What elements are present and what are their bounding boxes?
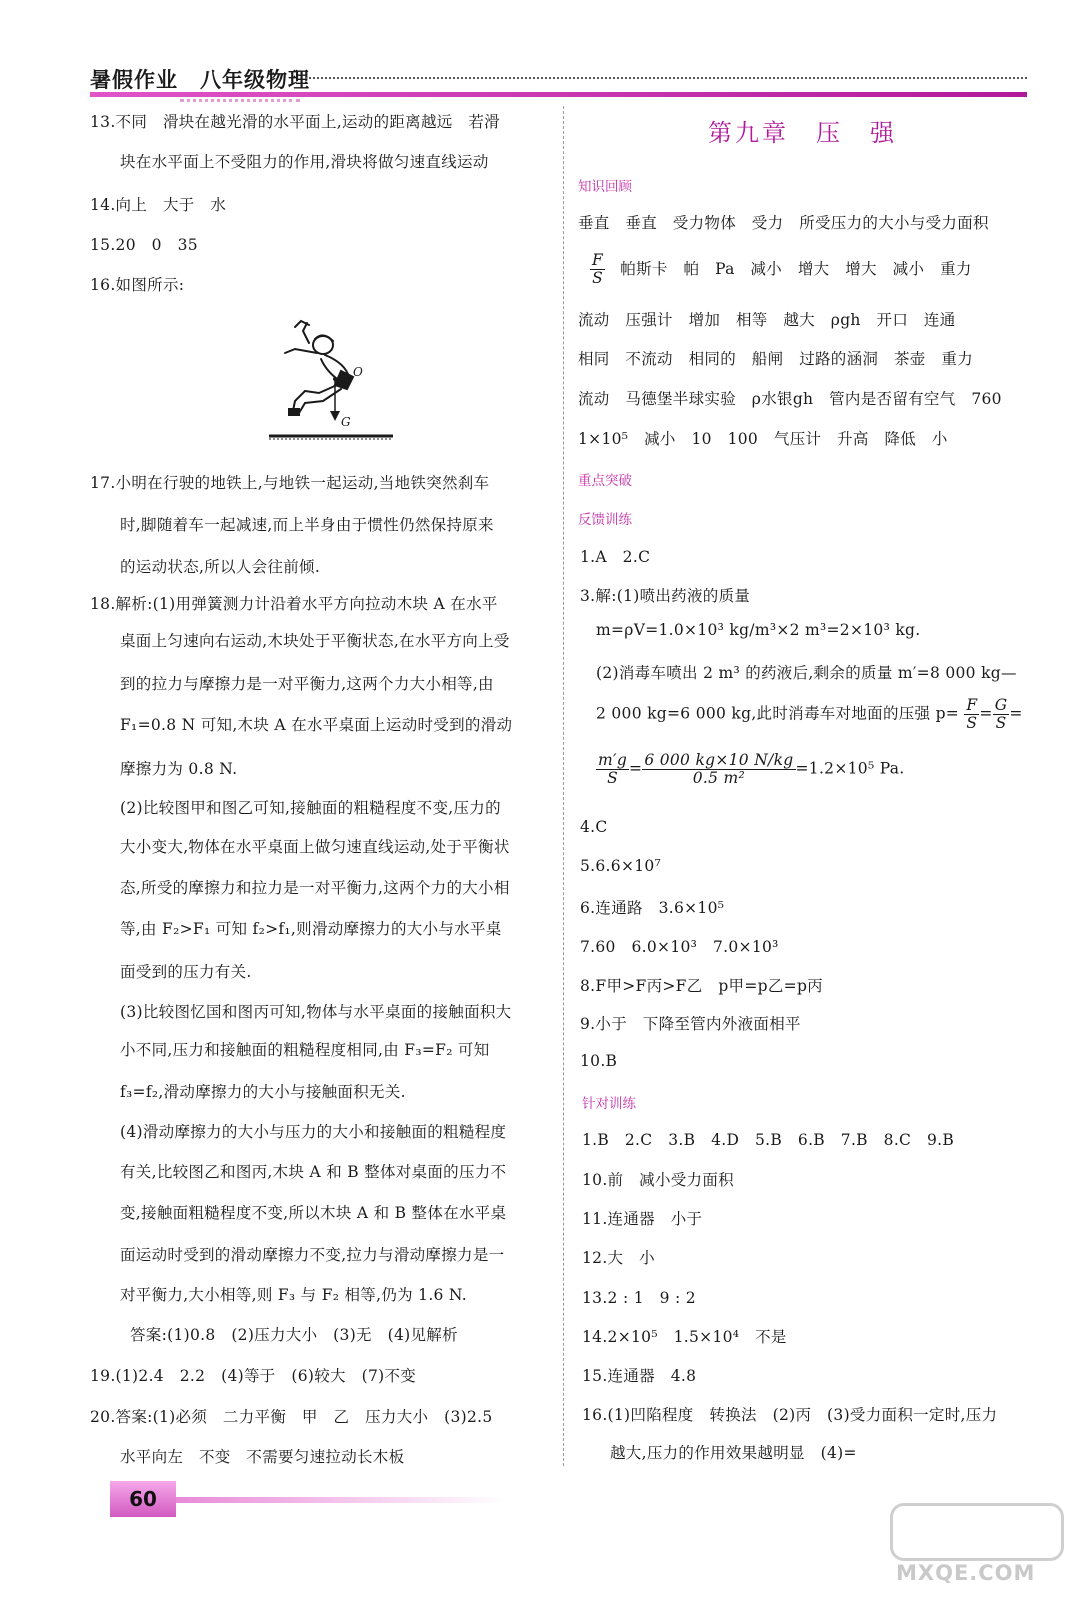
section-key-points: 重点突破 [578,473,632,489]
answer-18-line1: 18.解析:(1)用弹簧测力计沿着水平方向拉动木块 A 在水平 [90,595,498,613]
feedback-6: 6.连通路 3.6×10⁵ [580,899,725,917]
answer-18-line3: 到的拉力与摩擦力是一对平衡力,这两个力大小相等,由 [120,675,494,693]
watermark [890,1503,1070,1593]
answer-16: 16.如图所示: [90,276,185,294]
targeted-14: 14.2×10⁵ 1.5×10⁴ 不是 [582,1328,787,1346]
fraction-f-over-s-2: $\frac{F}{S}$ [966,696,978,733]
targeted-15: 15.连通器 4.8 [582,1367,697,1385]
feedback-1-2: 1.A 2.C [580,548,651,566]
figure-label-o: O [353,365,364,379]
fraction-calc: $\frac{6 000 kg\times 10 N/kg}{\text{0.5 m²}}$ [644,751,794,788]
targeted-1-9: 1.B 2.C 3.B 4.D 5.B 6.B 7.B 8.C 9.B [582,1131,955,1149]
fraction-f-over-s: $\frac{F}{S}$ [592,251,604,288]
header-band [90,92,1027,97]
answer-20-line1: 20.答案:(1)必须 二力平衡 甲 乙 压力大小 (3)2.5 [90,1408,493,1426]
chapter-title: 第九章 压 强 [708,119,897,147]
answer-18-line9: 等,由 F₂>F₁ 可知 f₂>f₁,则滑动摩擦力的大小与水平桌 [120,920,502,938]
answer-17-line1: 17.小明在行驶的地铁上,与地铁一起运动,当地铁突然刹车 [90,474,490,492]
answer-13-line2: 块在水平面上不受阻力的作用,滑块将做匀速直线运动 [120,153,489,171]
review-line2: $\frac{F}{S}$ 帕斯卡 帕 Pa 减小 增大 增大 减小 重力 [592,251,972,288]
column-divider [563,106,564,1466]
answer-15: 15.20 0 35 [90,236,198,254]
header-divider [305,77,1027,79]
targeted-13: 13.2 : 1 9 : 2 [582,1289,696,1307]
feedback-5: 5.6.6×10⁷ [580,857,662,875]
jumper-figure [265,315,395,441]
review-line1: 垂直 垂直 受力物体 受力 所受压力的大小与受力面积 [578,214,989,232]
answer-18-line16: 变,接触面粗糙程度不变,所以木块 A 和 B 整体在水平桌 [120,1204,507,1222]
answer-18-line18: 对平衡力,大小相等,则 F₃ 与 F₂ 相等,仍为 1.6 N. [120,1286,468,1304]
answer-19: 19.(1)2.4 2.2 (4)等于 (6)较大 (7)不变 [90,1367,417,1385]
fraction-g-over-s: $\frac{G}{S}$ [994,696,1008,733]
answer-18-line12: 小不同,压力和接触面的粗糙程度相同,由 F₃=F₂ 可知 [120,1041,490,1059]
review-line6: 1×10⁵ 减小 10 100 气压计 升高 降低 小 [578,430,948,448]
answer-13-line1: 13.不同 滑块在越光滑的水平面上,运动的距离越远 若滑 [90,113,500,131]
answer-18-line13: f₃=f₂,滑动摩擦力的大小与接触面积无关. [120,1083,406,1101]
feedback-7: 7.60 6.0×10³ 7.0×10³ [580,938,779,956]
answer-18-line17: 面运动时受到的滑动摩擦力不变,拉力与滑动摩擦力是一 [120,1246,505,1264]
targeted-16-line2: 越大,压力的作用效果越明显 (4)= [610,1444,857,1462]
answer-18-line8: 态,所受的摩擦力和拉力是一对平衡力,这两个力的大小相 [120,879,510,897]
answer-18-line5: 摩擦力为 0.8 N. [120,760,238,778]
feedback-3-line4: 2 000 kg=6 000 kg,此时消毒车对地面的压强 p= $\frac{F}{S}$ = $\frac{G}{S}$ = [596,696,1023,733]
feedback-3-line3: (2)消毒车喷出 2 m³ 的药液后,剩余的质量 m′=8 000 kg— [596,664,1017,682]
targeted-11: 11.连通器 小于 [582,1210,703,1228]
header-title: 暑假作业 八年级物理 [90,68,310,92]
section-knowledge-review: 知识回顾 [578,179,632,195]
fraction-mg-over-s: $\frac{m'g}{S}$ [598,751,628,788]
header-band-dots [180,99,300,102]
answer-18-line14: (4)滑动摩擦力的大小与压力的大小和接触面的粗糙程度 [120,1123,507,1141]
answer-20-line2: 水平向左 不变 不需要匀速拉动长木板 [120,1448,405,1466]
section-feedback-training: 反馈训练 [578,512,632,528]
page-number: 60 [110,1481,176,1517]
targeted-10: 10.前 减小受力面积 [582,1171,734,1189]
answer-14: 14.向上 大于 水 [90,196,227,214]
review-line4: 相同 不流动 相同的 船闸 过路的涵洞 茶壶 重力 [578,350,974,368]
figure-label-g: G [341,415,351,429]
jumper-illustration [265,315,395,441]
answer-18-line11: (3)比较图忆国和图丙可知,物体与水平桌面的接触面积大 [120,1003,512,1021]
targeted-16-line1: 16.(1)凹陷程度 转换法 (2)丙 (3)受力面积一定时,压力 [582,1406,998,1424]
feedback-3-line5: $\frac{m'g}{S}$ = $\frac{6 000 kg\times 10 N/kg}{\text{0.5 m²}}$ =1.2×10⁵ Pa. [598,751,905,788]
feedback-10: 10.B [580,1052,618,1070]
targeted-12: 12.大 小 [582,1249,655,1267]
feedback-3-line1: 3.解:(1)喷出药液的质量 [580,587,751,605]
watermark-logo [890,1503,1064,1561]
answer-17-line3: 的运动状态,所以人会往前倾. [120,558,321,576]
feedback-4: 4.C [580,818,608,836]
feedback-8: 8.F甲>F丙>F乙 p甲=p乙=p丙 [580,977,823,995]
watermark-url: MXQE.COM [896,1561,1036,1585]
answer-18-line7: 大小变大,物体在水平桌面上做匀速直线运动,处于平衡状 [120,838,510,856]
answer-18-line10: 面受到的压力有关. [120,963,252,981]
answer-18-line2: 桌面上匀速向右运动,木块处于平衡状态,在水平方向上受 [120,632,510,650]
answer-18-line15: 有关,比较图乙和图丙,木块 A 和 B 整体对桌面的压力不 [120,1163,507,1181]
feedback-3-line2: m=ρV=1.0×10³ kg/m³×2 m³=2×10³ kg. [596,621,921,639]
answer-18-line4: F₁=0.8 N 可知,木块 A 在水平桌面上运动时受到的滑动 [120,716,513,734]
feedback-9: 9.小于 下降至管内外液面相平 [580,1015,801,1033]
answer-17-line2: 时,脚随着车一起减速,而上半身由于惯性仍然保持原来 [120,516,494,534]
answer-18-summary: 答案:(1)0.8 (2)压力大小 (3)无 (4)见解析 [130,1326,458,1344]
footer-band [176,1497,506,1503]
review-line3: 流动 压强计 增加 相等 越大 ρgh 开口 连通 [578,311,956,329]
answer-18-line6: (2)比较图甲和图乙可知,接触面的粗糙程度不变,压力的 [120,799,501,817]
review-line5: 流动 马德堡半球实验 ρ水银gh 管内是否留有空气 760 [578,390,1002,408]
section-targeted-training: 针对训练 [582,1096,636,1112]
